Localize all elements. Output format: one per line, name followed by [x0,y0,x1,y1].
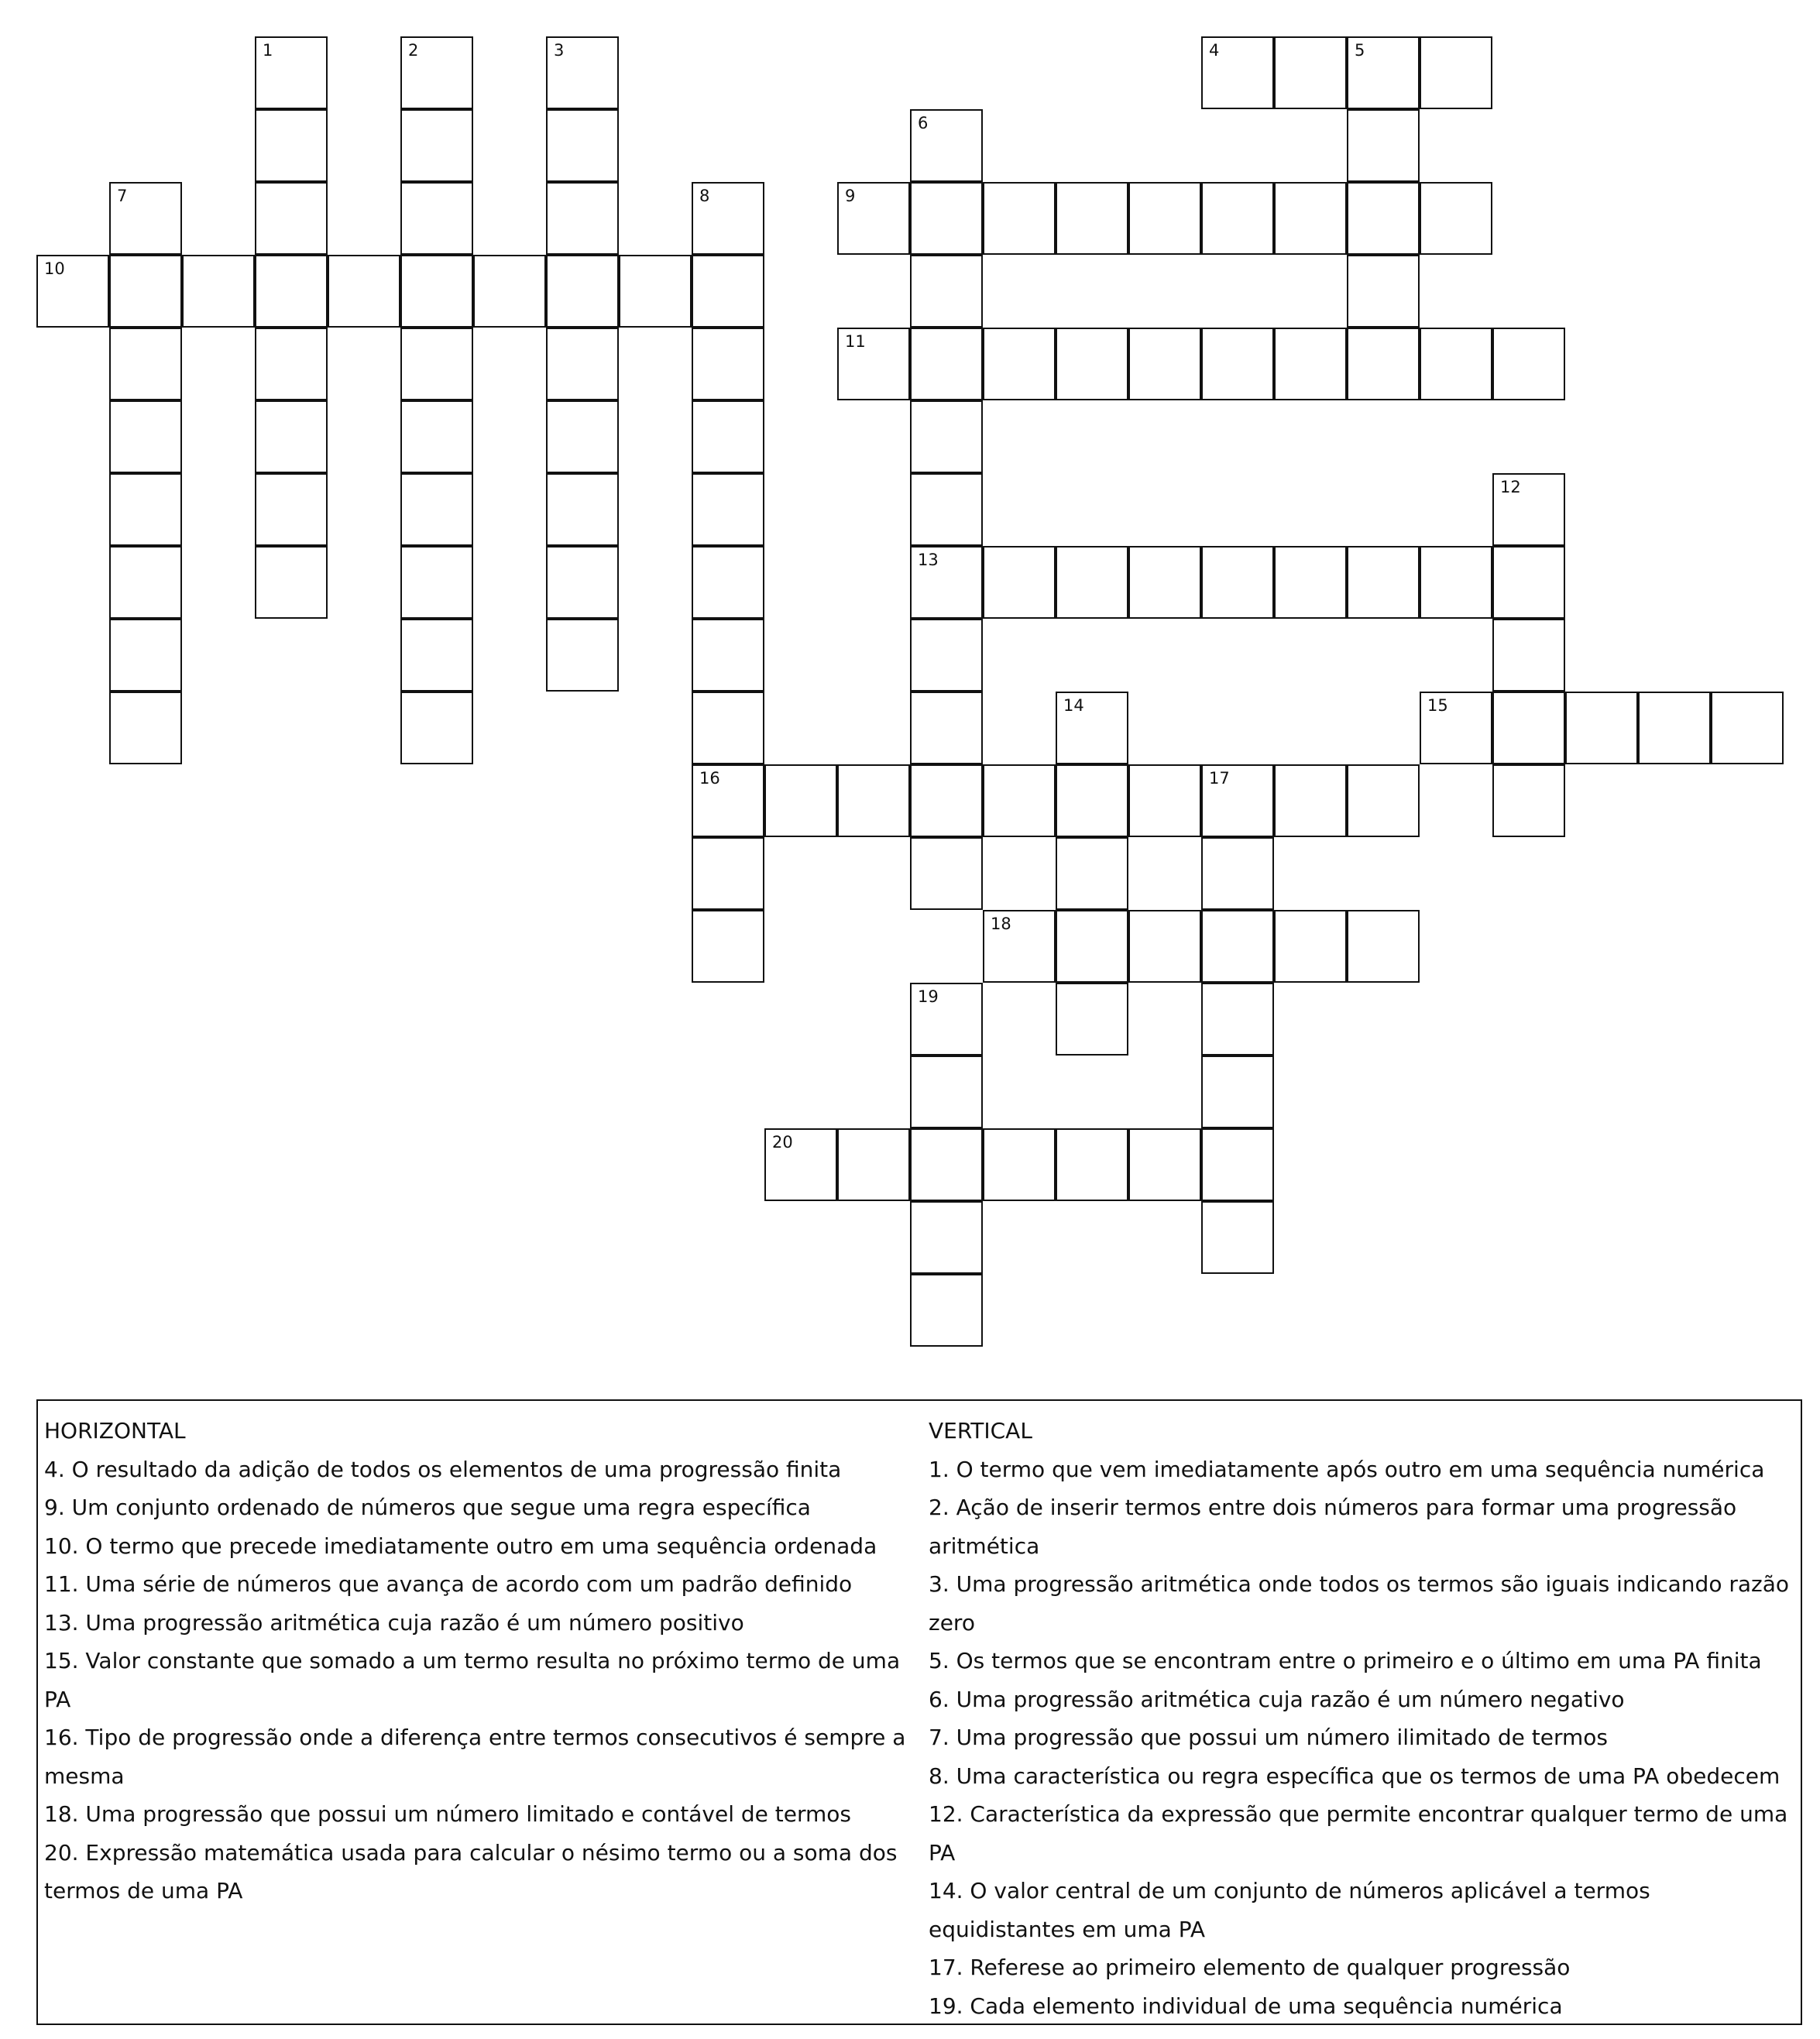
grid-cell[interactable] [109,182,182,255]
grid-cell[interactable] [1056,837,1128,910]
grid-cell[interactable] [1420,182,1492,255]
grid-cell[interactable] [255,182,328,255]
grid-cell[interactable] [1056,692,1128,764]
clue-down-7: 7. Uma progressão que possui um número ilimitado de termos [929,1725,1608,1750]
grid-cell[interactable] [1492,328,1565,400]
grid-cell[interactable] [837,328,910,400]
grid-cell[interactable] [910,1128,983,1201]
clue-number: 19 [918,987,939,1006]
clue-across-11: 11. Uma série de números que avança de acordo com um padrão definido [44,1571,853,1597]
clues-box [36,1399,1802,2025]
grid-cell[interactable] [546,619,619,692]
grid-cell[interactable] [1347,328,1420,400]
grid-cell[interactable] [983,546,1056,619]
grid-cell[interactable] [36,255,109,328]
grid-cell[interactable] [1347,109,1420,182]
clue-down-8: 8. Uma característica ou regra específica que os termos de uma PA obedecem [929,1763,1781,1789]
grid-cell[interactable] [1201,182,1274,255]
grid-cell[interactable] [1201,1056,1274,1128]
grid-cell[interactable] [619,255,692,328]
grid-cell[interactable] [1128,182,1201,255]
grid-cell[interactable] [1565,692,1638,764]
grid-cell[interactable] [910,182,983,255]
grid-cell[interactable] [109,328,182,400]
grid-cell[interactable] [764,1128,837,1201]
horizontal-heading: HORIZONTAL [44,1418,186,1443]
clue-across-9: 9. Um conjunto ordenado de números que segue uma regra específica [44,1495,811,1520]
clue-number: 11 [845,332,866,351]
grid-cell[interactable] [255,400,328,473]
grid-cell[interactable] [692,764,764,837]
grid-cell[interactable] [400,255,473,328]
grid-cell[interactable] [400,182,473,255]
grid-cell[interactable] [1128,764,1201,837]
grid-cell[interactable] [546,328,619,400]
grid-cell[interactable] [109,692,182,764]
clue-across-4: 4. O resultado da adição de todos os elementos de uma progressão finita [44,1456,842,1482]
clue-number: 17 [1209,769,1230,788]
grid-cell[interactable] [1347,255,1420,328]
grid-cell[interactable] [692,546,764,619]
grid-cell[interactable] [546,400,619,473]
grid-cell[interactable] [692,473,764,546]
grid-cell[interactable] [1201,1128,1274,1201]
grid-cell[interactable] [1274,328,1347,400]
grid-cell[interactable] [400,328,473,400]
grid-cell[interactable] [910,1274,983,1347]
grid-cell[interactable] [983,328,1056,400]
grid-cell[interactable] [692,328,764,400]
clue-down-1: 1. O termo que vem imediatamente após outro em uma sequência numérica [929,1456,1765,1482]
grid-cell[interactable] [1274,910,1347,983]
clue-across-10: 10. O termo que precede imediatamente outro em uma sequência ordenada [44,1533,877,1559]
grid-cell[interactable] [1492,692,1565,764]
grid-cell[interactable] [1492,764,1565,837]
grid-cell[interactable] [837,764,910,837]
grid-cell[interactable] [1274,764,1347,837]
grid-cell[interactable] [1492,473,1565,546]
clue-number: 1 [263,41,273,60]
clue-number: 15 [1427,696,1448,715]
clue-number: 6 [918,114,929,132]
grid-cell[interactable] [1347,764,1420,837]
grid-cell[interactable] [255,473,328,546]
grid-cell[interactable] [837,182,910,255]
grid-cell[interactable] [692,837,764,910]
grid-cell[interactable] [837,1128,910,1201]
grid-cell[interactable] [1420,692,1492,764]
clue-across-18: 18. Uma progressão que possui um número limitado e contável de termos [44,1801,852,1827]
clue-number: 2 [408,41,419,60]
grid-cell[interactable] [983,182,1056,255]
clue-number: 3 [554,41,565,60]
clue-down-19: 19. Cada elemento individual de uma sequência numérica [929,1993,1563,2019]
clue-number: 9 [845,187,856,205]
grid-cell[interactable] [546,255,619,328]
clue-number: 14 [1063,696,1084,715]
grid-cell[interactable] [255,109,328,182]
grid-cell[interactable] [255,36,328,109]
clue-down-5: 5. Os termos que se encontram entre o primeiro e o último em uma PA finita [929,1648,1762,1673]
grid-cell[interactable] [400,692,473,764]
grid-cell[interactable] [1201,36,1274,109]
clue-down-3: 3. Uma progressão aritmética onde todos os termos são iguais indicando razão zero [929,1571,1790,1636]
clue-number: 8 [699,187,710,205]
grid-cell[interactable] [546,109,619,182]
grid-cell[interactable] [1492,619,1565,692]
grid-cell[interactable] [1056,328,1128,400]
grid-cell[interactable] [1347,910,1420,983]
grid-cell[interactable] [1201,983,1274,1056]
grid-cell[interactable] [1201,328,1274,400]
grid-cell[interactable] [1420,328,1492,400]
grid-cell[interactable] [109,546,182,619]
grid-cell[interactable] [255,255,328,328]
grid-cell[interactable] [473,255,546,328]
grid-cell[interactable] [764,764,837,837]
grid-cell[interactable] [109,473,182,546]
clue-number: 7 [117,187,128,205]
grid-cell[interactable] [109,400,182,473]
grid-cell[interactable] [1128,328,1201,400]
clue-number: 5 [1355,41,1365,60]
grid-cell[interactable] [400,400,473,473]
grid-cell[interactable] [1128,1128,1201,1201]
grid-cell[interactable] [983,764,1056,837]
grid-cell[interactable] [910,837,983,910]
grid-cell[interactable] [692,619,764,692]
grid-cell[interactable] [692,182,764,255]
grid-cell[interactable] [546,182,619,255]
clue-across-15: 15. Valor constante que somado a um termo resulta no próximo termo de uma PA [44,1648,901,1712]
grid-cell[interactable] [400,473,473,546]
grid-cell[interactable] [546,36,619,109]
grid-cell[interactable] [1201,764,1274,837]
grid-cell[interactable] [910,692,983,764]
grid-cell[interactable] [1492,546,1565,619]
grid-cell[interactable] [1201,910,1274,983]
grid-cell[interactable] [1201,837,1274,910]
clue-across-13: 13. Uma progressão aritmética cuja razão é um número positivo [44,1609,744,1636]
clue-number: 4 [1209,41,1220,60]
grid-cell[interactable] [1638,692,1711,764]
grid-cell[interactable] [692,400,764,473]
grid-cell[interactable] [692,910,764,983]
grid-cell[interactable] [910,473,983,546]
grid-cell[interactable] [1056,1128,1128,1201]
grid-cell[interactable] [1274,182,1347,255]
clue-number: 13 [918,551,939,569]
grid-cell[interactable] [910,546,983,619]
grid-cell[interactable] [910,109,983,182]
clue-down-17: 17. Referese ao primeiro elemento de qualquer progressão [929,1955,1571,1980]
grid-cell[interactable] [983,1128,1056,1201]
grid-cell[interactable] [910,619,983,692]
clue-number: 16 [699,769,720,788]
grid-cell[interactable] [910,328,983,400]
grid-cell[interactable] [910,764,983,837]
horizontal-clues [44,1412,915,1910]
grid-cell[interactable] [400,36,473,109]
grid-cell[interactable] [1056,910,1128,983]
grid-cell[interactable] [546,546,619,619]
clue-across-16: 16. Tipo de progressão onde a diferença entre termos consecutivos é sempre a mesma [44,1725,906,1789]
grid-cell[interactable] [1274,546,1347,619]
clue-down-12: 12. Característica da expressão que permite encontrar qualquer termo de uma PA [929,1801,1788,1866]
grid-cell[interactable] [1711,692,1784,764]
grid-cell[interactable] [109,619,182,692]
grid-cell[interactable] [1420,546,1492,619]
grid-cell[interactable] [1347,546,1420,619]
grid-cell[interactable] [1128,910,1201,983]
grid-cell[interactable] [1056,546,1128,619]
clue-number: 18 [991,915,1011,933]
grid-cell[interactable] [910,400,983,473]
clue-down-6: 6. Uma progressão aritmética cuja razão é um número negativo [929,1686,1625,1712]
grid-cell[interactable] [1347,36,1420,109]
clue-number: 20 [772,1133,793,1152]
grid-cell[interactable] [400,546,473,619]
grid-cell[interactable] [692,255,764,328]
grid-cell[interactable] [400,109,473,182]
grid-cell[interactable] [1056,182,1128,255]
grid-cell[interactable] [692,692,764,764]
grid-cell[interactable] [109,255,182,328]
vertical-heading: VERTICAL [929,1418,1032,1443]
grid-cell[interactable] [255,328,328,400]
grid-cell[interactable] [1201,1201,1274,1274]
clue-number: 12 [1500,478,1521,496]
grid-cell[interactable] [1274,36,1347,109]
grid-cell[interactable] [910,983,983,1056]
grid-cell[interactable] [400,619,473,692]
grid-cell[interactable] [983,910,1056,983]
grid-cell[interactable] [546,473,619,546]
grid-cell[interactable] [1420,36,1492,109]
grid-cell[interactable] [1056,764,1128,837]
grid-cell[interactable] [910,1201,983,1274]
grid-cell[interactable] [910,1056,983,1128]
grid-cell[interactable] [910,255,983,328]
grid-cell[interactable] [328,255,400,328]
clue-down-14: 14. O valor central de um conjunto de números aplicável a termos equidistantes em uma PA [929,1878,1650,1942]
clue-down-2: 2. Ação de inserir termos entre dois números para formar uma progressão aritmética [929,1495,1737,1559]
clue-number: 10 [44,259,65,278]
grid-cell[interactable] [1128,546,1201,619]
clue-across-20: 20. Expressão matemática usada para calcular o nésimo termo ou a soma dos termos de uma PA [44,1839,898,1903]
grid-cell[interactable] [255,546,328,619]
grid-cell[interactable] [1347,182,1420,255]
grid-cell[interactable] [1201,546,1274,619]
grid-cell[interactable] [182,255,255,328]
vertical-clues [929,1412,1800,2025]
grid-cell[interactable] [1056,983,1128,1056]
